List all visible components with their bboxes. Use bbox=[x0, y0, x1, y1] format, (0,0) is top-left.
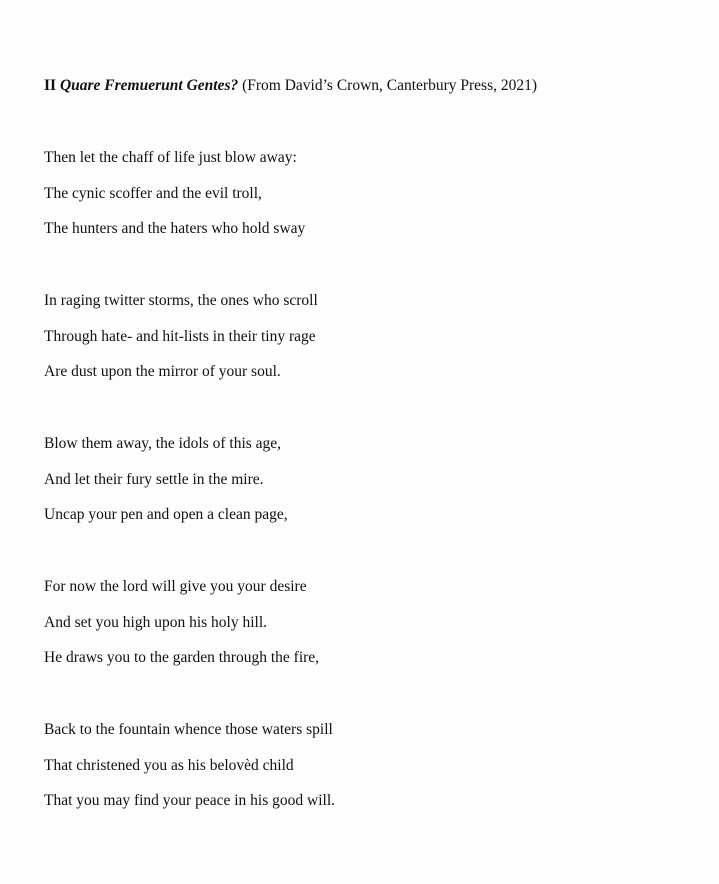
poem-line: Through hate- and hit-lists in their tiny rage bbox=[44, 327, 316, 345]
poem-source: (From David’s Crown, Canterbury Press, 2021) bbox=[242, 77, 538, 94]
poem-line: Blow them away, the idols of this age, bbox=[44, 435, 282, 452]
poem-number: II bbox=[44, 77, 57, 94]
poem-line: The hunters and the haters who hold sway bbox=[44, 220, 306, 237]
poem-line: Back to the fountain whence those waters spill bbox=[44, 721, 333, 738]
poem-line: In raging twitter storms, the ones who scroll bbox=[44, 292, 318, 309]
poem-line: For now the lord will give you your desire bbox=[44, 578, 307, 595]
stanza-1 bbox=[44, 148, 305, 239]
poem-title: Quare Fremuerunt Gentes? bbox=[59, 77, 239, 94]
poem-line: That you may find your peace in his good will. bbox=[44, 792, 335, 809]
poem-line: Then let the chaff of life just blow away: bbox=[44, 149, 297, 166]
stanza-5 bbox=[44, 720, 335, 811]
stanza-4 bbox=[44, 577, 319, 668]
poem-line: Uncap your pen and open a clean page, bbox=[44, 506, 288, 523]
poem-line: Are dust upon the mirror of your soul. bbox=[44, 363, 281, 380]
poem-line: He draws you to the garden through the fire, bbox=[44, 649, 320, 666]
poem-heading bbox=[44, 76, 537, 96]
stanza-2 bbox=[44, 291, 318, 382]
poem-line: And let their fury settle in the mire. bbox=[44, 470, 264, 488]
poem-line: That christened you as his belovèd child bbox=[44, 756, 294, 774]
poem-line: And set you high upon his holy hill. bbox=[44, 613, 268, 631]
poem-line: The cynic scoffer and the evil troll, bbox=[44, 184, 262, 202]
stanza-3 bbox=[44, 434, 288, 525]
